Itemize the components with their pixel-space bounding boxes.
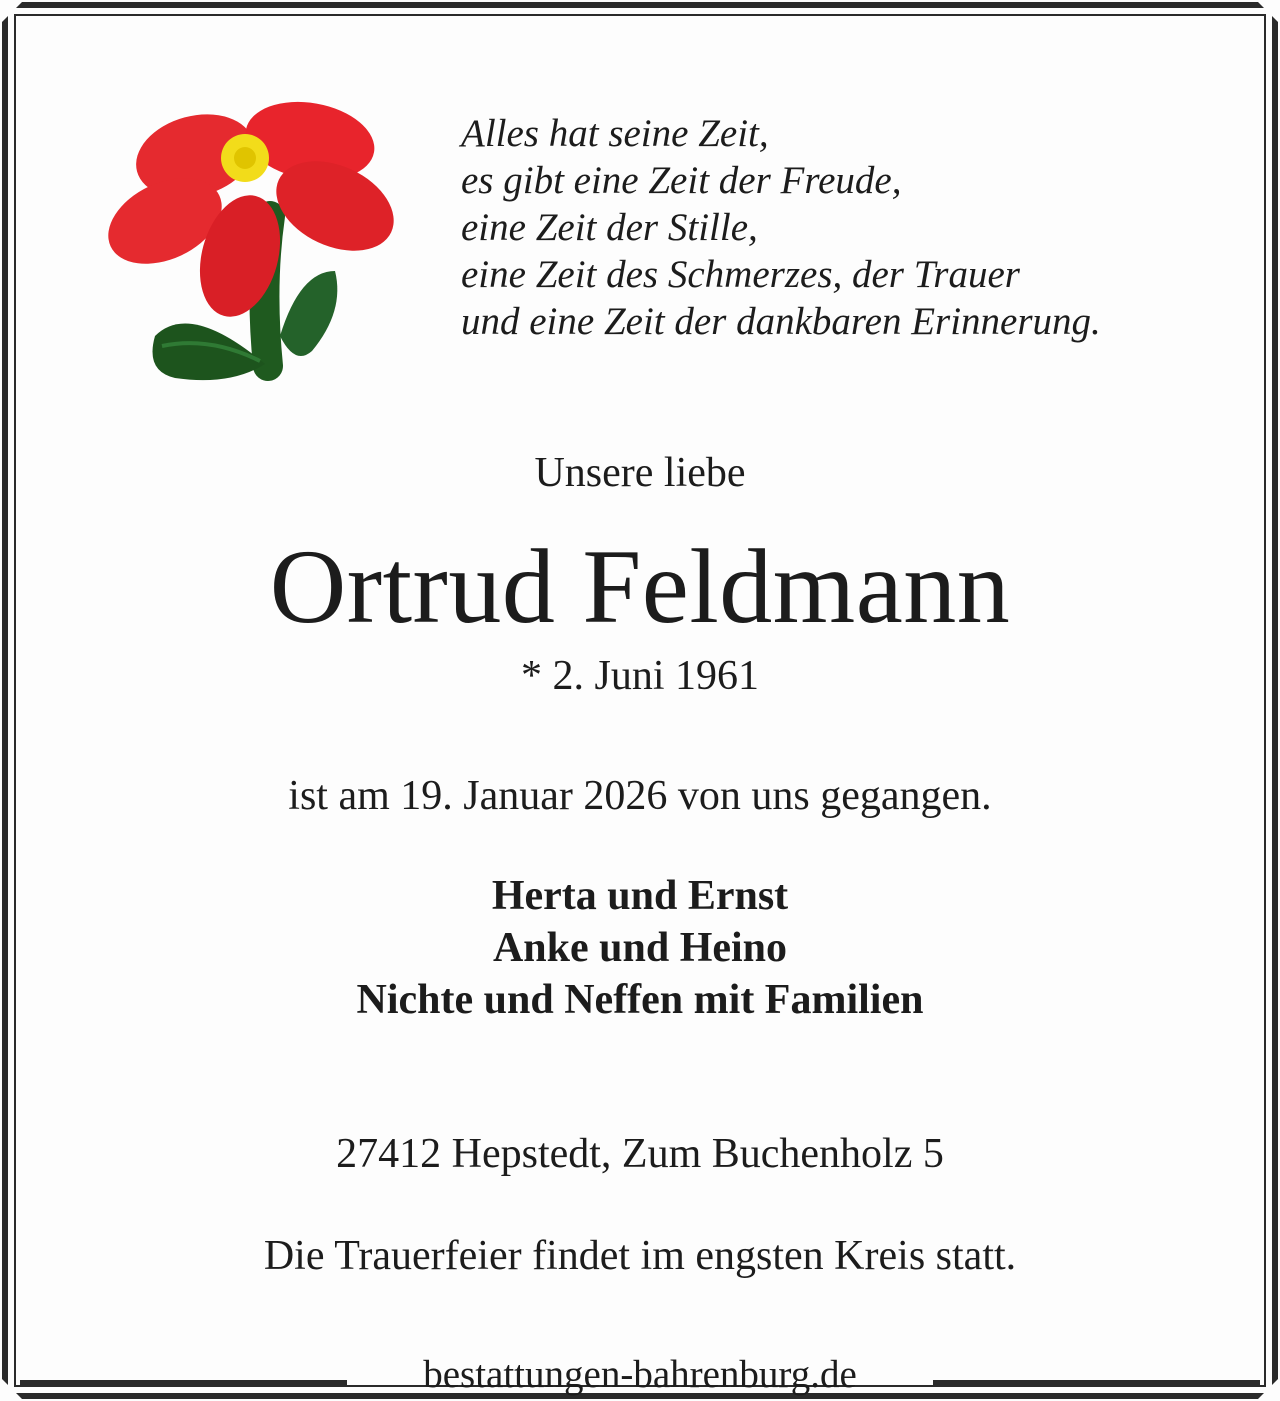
mourner-line: Nichte und Neffen mit Familien: [356, 977, 924, 1023]
footer: [0, 1352, 1280, 1396]
poem-line: eine Zeit des Schmerzes, der Trauer: [461, 253, 1020, 296]
mourner-line: Herta und Ernst: [491, 873, 789, 919]
poem: [461, 110, 1101, 345]
website-link[interactable]: bestattungen-bahrenburg.de: [423, 1353, 857, 1396]
red-flower-icon: [100, 96, 405, 386]
mourner-line: Anke und Heino: [492, 925, 788, 971]
intro-text: Unsere liebe: [534, 450, 746, 496]
ceremony-note: Die Trauerfeier findet im engsten Kreis statt.: [263, 1233, 1017, 1279]
poem-line: und eine Zeit der dankbaren Erinnerung.: [461, 300, 1101, 343]
death-notice: ist am 19. Januar 2026 von uns gegangen.: [288, 773, 992, 819]
address: 27412 Hepstedt, Zum Buchenholz 5: [336, 1131, 944, 1177]
birth-date: * 2. Juni 1961: [520, 653, 759, 699]
poem-line: es gibt eine Zeit der Freude,: [461, 159, 902, 202]
mourners-list: [0, 870, 1280, 1026]
poem-line: Alles hat seine Zeit,: [461, 112, 769, 155]
deceased-name: Ortrud Feldmann: [269, 528, 1011, 645]
poem-line: eine Zeit der Stille,: [461, 206, 758, 249]
